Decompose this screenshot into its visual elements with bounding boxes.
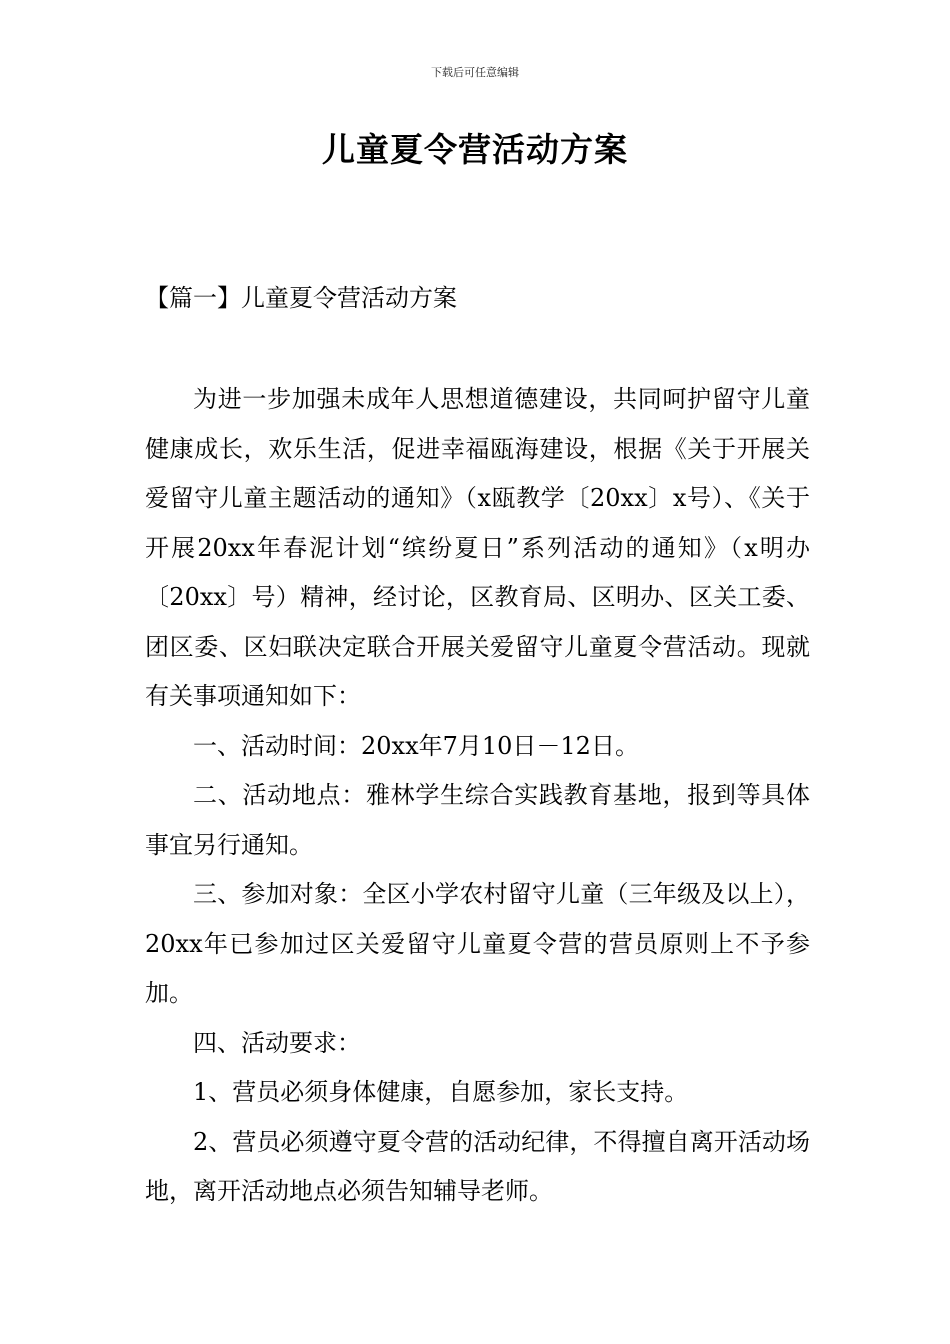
paragraph-intro: 为进一步加强未成年人思想道德建设，共同呵护留守儿童健康成长，欢乐生活，促进幸福瓯海建设，根据《关于开展关爱留守儿童主题活动的通知》（x瓯教学〔20xx〕x号）、《关于开展20xx年春泥计划“缤纷夏日”系列活动的通知》（x明办〔20xx〕号）精神，经讨论，区教育局、区明办、区关工委、团区委、区妇联决定联合开展关爱留守儿童夏令营活动。现就有关事项通知如下： [145, 385, 810, 710]
document-title: 儿童夏令营活动方案 [322, 130, 628, 169]
paragraph-participants: 三、参加对象：全区小学农村留守儿童（三年级及以上），20xx年已参加过区关爱留守儿童夏令营的营员原则上不予参加。 [145, 880, 810, 1007]
section-heading: 【篇一】儿童夏令营活动方案 [145, 284, 457, 312]
header-note: 下载后可任意编辑 [431, 66, 519, 79]
paragraph-requirements-heading: 四、活动要求： [193, 1028, 361, 1057]
paragraph-activity-location: 二、活动地点：雅林学生综合实践教育基地，报到等具体事宜另行通知。 [145, 781, 810, 859]
paragraph-requirement-1: 1、营员必须身体健康，自愿参加，家长支持。 [193, 1078, 689, 1106]
paragraph-requirement-2: 2、营员必须遵守夏令营的活动纪律，不得擅自离开活动场地，离开活动地点必须告知辅导老师。 [145, 1127, 810, 1205]
document-body [145, 375, 810, 1217]
paragraph-activity-time: 一、活动时间：20xx年7月10日－12日。 [193, 731, 639, 760]
